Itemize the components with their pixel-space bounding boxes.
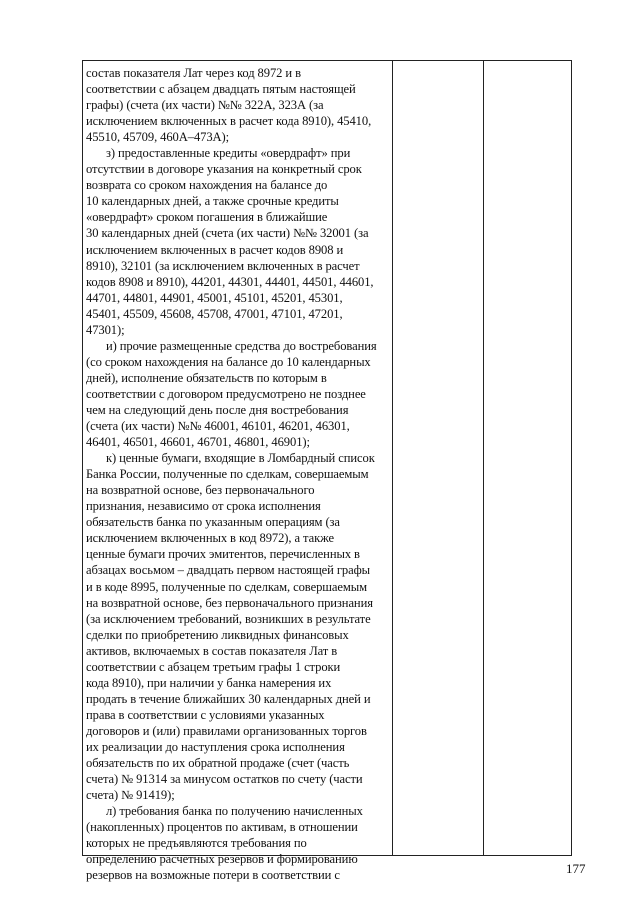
document-table (82, 60, 572, 883)
text-line: (со сроком нахождения на балансе до 10 календарных (86, 354, 371, 369)
text-line: 44701, 44801, 44901, 45001, 45101, 45201, 45301, (86, 290, 343, 305)
text-line: «овердрафт» сроком погашения в ближайшие (86, 210, 328, 225)
text-line: определению расчетных резервов и формированию (86, 852, 358, 867)
text-line: счета) № 91314 за минусом остатков по счету (части (86, 772, 363, 787)
text-line: их реализации до наступления срока исполнения (86, 739, 345, 754)
text-line: и в коде 8995, полученные по сделкам, совершаемым (86, 579, 367, 594)
text-line: обязательств по их обратной продаже (счет (часть (86, 756, 350, 771)
text-line: дней), исполнение обязательств по которым в (86, 370, 327, 385)
text-line: чем на следующий день после дня востребования (86, 402, 349, 417)
table-column-divider (483, 61, 484, 855)
text-line: на возвратной основе, без первоначального (86, 483, 315, 498)
text-line: продать в течение ближайших 30 календарных дней и (86, 691, 371, 706)
text-line: з) предоставленные кредиты «овердрафт» при (106, 146, 351, 161)
text-line: 45510, 45709, 460А–473А); (86, 130, 230, 145)
text-line: резервов на возможные потери в соответствии с (86, 868, 340, 883)
text-line: исключением включенных в расчет кодов 8908 и (86, 242, 344, 257)
text-line: к) ценные бумаги, входящие в Ломбардный список (106, 451, 375, 466)
text-line: соответствии с абзацем третьим графы 1 строки (86, 659, 341, 674)
text-line: на возвратной основе, без первоначального признания (86, 595, 373, 610)
text-line: 47301); (86, 322, 125, 337)
text-line: (за исключением требований, возникших в результате (86, 611, 371, 626)
text-line: признания, независимо от срока исполнения (86, 499, 321, 514)
text-line: права в соответствии с условиями указанных (86, 707, 325, 722)
text-line: (счета (их части) №№ 46001, 46101, 46201, 46301, (86, 419, 350, 434)
text-line: обязательств банка по указанным операциям (за (86, 515, 340, 530)
text-line: ценные бумаги прочих эмитентов, перечисленных в (86, 547, 360, 562)
text-line: 30 календарных дней (счета (их части) №№ 32001 (за (86, 226, 369, 241)
table-column-divider (392, 61, 393, 855)
text-line: соответствии с договором предусмотрено не позднее (86, 386, 366, 401)
text-line: возврата со сроком нахождения на балансе до (86, 178, 328, 193)
table-text-cell (86, 65, 389, 883)
text-line: и) прочие размещенные средства до востребования (106, 338, 377, 353)
page-number: 177 (566, 861, 586, 876)
text-line: Банка России, полученные по сделкам, совершаемым (86, 467, 369, 482)
text-line: сделки по приобретению ликвидных финансовых (86, 627, 349, 642)
text-line: соответствии с абзацем двадцать пятым настоящей (86, 82, 356, 97)
text-line: 8910), 32101 (за исключением включенных в расчет (86, 258, 360, 273)
text-line: графы) (счета (их части) №№ 322А, 323А (за (86, 98, 324, 113)
text-line: 10 календарных дней, а также срочные кредиты (86, 194, 339, 209)
text-line: л) требования банка по получению начисленных (106, 804, 363, 819)
text-line: счета) № 91419); (86, 788, 175, 803)
text-line: кодов 8908 и 8910), 44201, 44301, 44401, 44501, 44601, (86, 274, 374, 289)
text-line: 46401, 46501, 46601, 46701, 46801, 46901); (86, 435, 310, 450)
text-line: кода 8910), при наличии у банка намерения их (86, 675, 332, 690)
text-line: исключением включенных в код 8972), а также (86, 531, 335, 546)
text-line: которых не предъявляются требования по (86, 836, 307, 851)
text-line: (накопленных) процентов по активам, в отношении (86, 820, 358, 835)
text-line: активов, включаемых в состав показателя Лат в (86, 643, 338, 658)
text-line: договоров и (или) правилами организованных торгов (86, 723, 367, 738)
text-line: 45401, 45509, 45608, 45708, 47001, 47101, 47201, (86, 306, 343, 321)
text-line: отсутствии в договоре указания на конкретный срок (86, 162, 362, 177)
text-line: исключением включенных в расчет кода 8910), 45410, (86, 114, 372, 129)
text-line: состав показателя Лат через код 8972 и в (86, 66, 301, 80)
text-line: абзацах восьмом – двадцать первом настоящей графы (86, 563, 371, 578)
